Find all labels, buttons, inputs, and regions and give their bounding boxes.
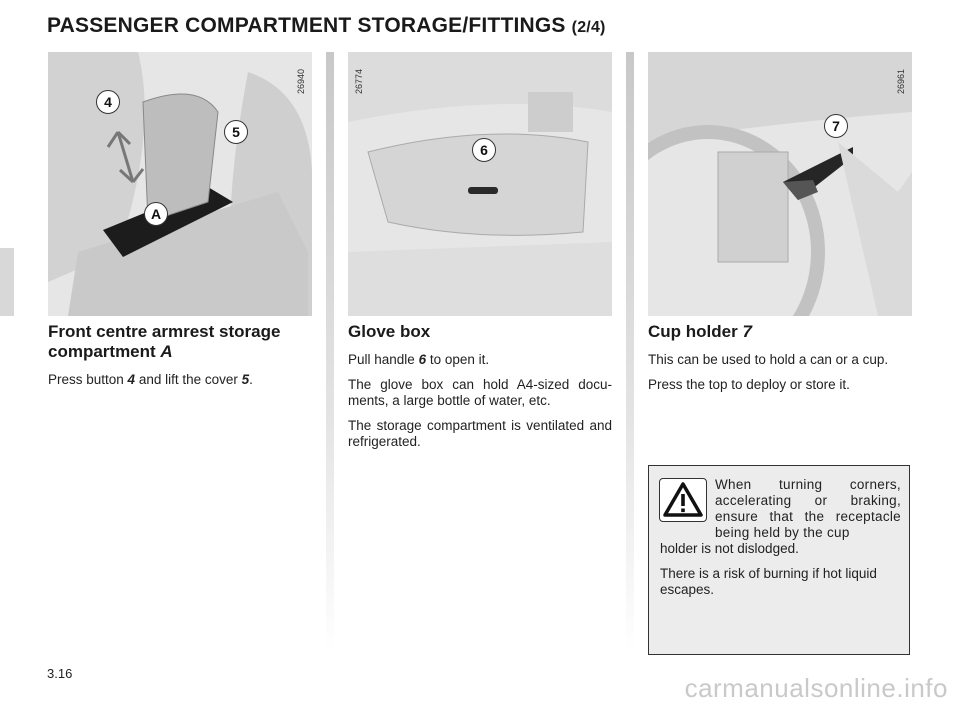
warning-burn-text: There is a risk of burning if hot liquid escapes. bbox=[660, 566, 877, 597]
text: to open it. bbox=[426, 352, 490, 367]
glovebox-ventilation: The storage compartment is ventilated and refrigerated. bbox=[348, 418, 612, 449]
photo-ref-code: 26774 bbox=[354, 68, 364, 94]
armrest-heading bbox=[48, 322, 312, 362]
column-divider bbox=[326, 52, 334, 652]
warning-text-cont: holder is not dislodged. bbox=[660, 541, 799, 556]
glovebox-section bbox=[348, 322, 612, 459]
glovebox-photo bbox=[348, 52, 612, 316]
glovebox-instruction bbox=[348, 352, 612, 368]
glovebox-heading: Glove box bbox=[348, 322, 431, 341]
text: and lift the cover bbox=[135, 372, 242, 387]
armrest-section bbox=[48, 322, 312, 397]
callout-6: 6 bbox=[472, 138, 496, 162]
title-text: PASSENGER COMPARTMENT STORAGE/FITTINGS bbox=[47, 14, 566, 37]
cupholder-illustration bbox=[648, 52, 912, 316]
cupholder-heading-ref: 7 bbox=[742, 322, 752, 341]
callout-4: 4 bbox=[96, 90, 120, 114]
ref-5: 5 bbox=[241, 372, 250, 387]
page-number: 3.16 bbox=[47, 666, 73, 681]
photo-ref-code: 26961 bbox=[896, 68, 906, 94]
text: . bbox=[249, 372, 253, 387]
ref-4: 4 bbox=[127, 372, 136, 387]
callout-5: 5 bbox=[224, 120, 248, 144]
warning-triangle-icon bbox=[659, 478, 707, 522]
armrest-heading-ref: A bbox=[160, 342, 173, 361]
cupholder-deploy: Press the top to deploy or store it. bbox=[648, 377, 850, 392]
text: Press button bbox=[48, 372, 128, 387]
cupholder-section bbox=[648, 322, 912, 402]
section-tab bbox=[0, 248, 14, 316]
cupholder-usage: This can be used to hold a can or a cup. bbox=[648, 352, 889, 367]
warning-box bbox=[648, 465, 910, 655]
armrest-illustration bbox=[48, 52, 312, 316]
title-part: (2/4) bbox=[571, 19, 606, 36]
armrest-heading-text: Front centre armrest storage compartment bbox=[48, 322, 281, 361]
watermark: carmanualsonline.info bbox=[684, 673, 948, 703]
callout-a: A bbox=[144, 202, 168, 226]
armrest-instruction bbox=[48, 372, 312, 388]
callout-7: 7 bbox=[824, 114, 848, 138]
cupholder-heading-text: Cup holder bbox=[648, 322, 738, 341]
cupholder-heading bbox=[648, 322, 912, 342]
armrest-photo bbox=[48, 52, 312, 316]
glovebox-capacity: The glove box can hold A4-sized documents, a large bottle of water, etc. bbox=[348, 377, 612, 408]
page-title bbox=[47, 14, 606, 38]
warning-text: When turning corners, accelerating or braking, ensure that the receptacle being held by the cup bbox=[715, 477, 901, 540]
photo-ref-code: 26940 bbox=[296, 68, 306, 94]
column-divider bbox=[626, 52, 634, 652]
glovebox-illustration bbox=[348, 52, 612, 316]
ref-6: 6 bbox=[418, 352, 427, 367]
cupholder-photo bbox=[648, 52, 912, 316]
text: Pull handle bbox=[348, 352, 419, 367]
